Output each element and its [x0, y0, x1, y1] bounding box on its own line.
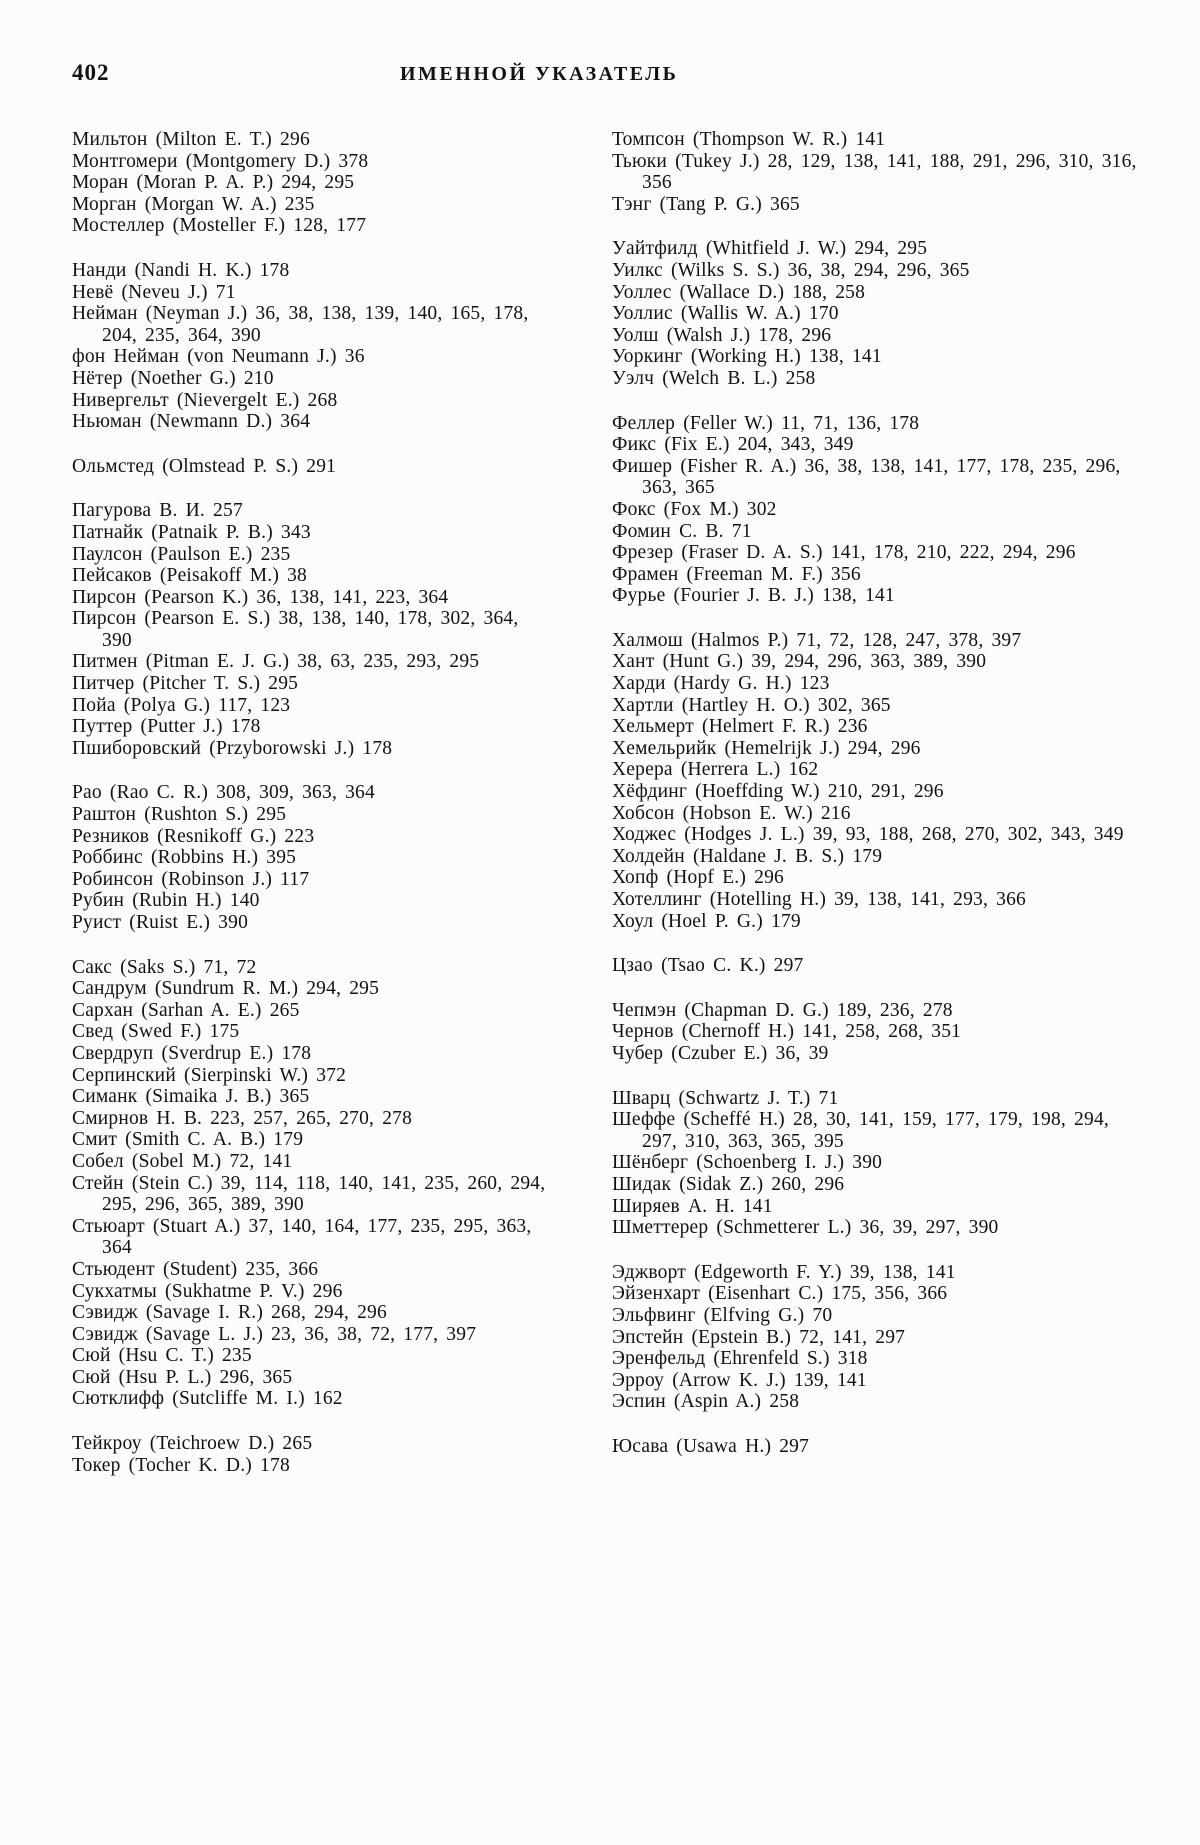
- index-entry: Стьюдент (Student) 235, 366: [72, 1258, 319, 1280]
- index-entry: Ходжес (Hodges J. L.) 39, 93, 188, 268, 270, 302, 343, 349: [612, 824, 1124, 846]
- index-entry: Эренфельд (Ehrenfeld S.) 318: [612, 1348, 868, 1370]
- index-entry: Тэнг (Tang P. G.) 365: [612, 193, 800, 215]
- index-entry: Хотеллинг (Hotelling H.) 39, 138, 141, 293, 366: [612, 889, 1026, 910]
- index-entry: Нётер (Noether G.) 210: [72, 367, 274, 389]
- index-group: [612, 1262, 1144, 1413]
- index-entry: Рубин (Rubin H.) 140: [72, 890, 260, 912]
- index-entry: Сандрум (Sundrum R. M.) 294, 295: [72, 978, 380, 1000]
- index-entry: Уолш (Walsh J.) 178, 296: [612, 324, 832, 346]
- index-entry: Пойа (Polya G.) 117, 123: [72, 694, 291, 716]
- index-entry: Пейсаков (Peisakoff M.) 38: [72, 565, 307, 587]
- index-entry: Фикс (Fix E.) 204, 343, 349: [612, 434, 854, 456]
- index-entry: Томпсон (Thompson W. R.) 141: [612, 129, 886, 150]
- index-entry: Питмен (Pitman E. J. G.) 38, 63, 235, 293, 295: [72, 651, 480, 673]
- index-group: [612, 413, 1144, 607]
- index-entry: Резников (Resnikoff G.) 223: [72, 825, 315, 847]
- index-entry: Шёнберг (Schoenberg I. J.) 390: [612, 1152, 883, 1174]
- index-entry: Фишер (Fisher R. A.) 36, 38, 138, 141, 177, 178, 235, 296, 363, 365: [612, 455, 1121, 499]
- index-entry: Робинсон (Robinson J.) 117: [72, 868, 310, 890]
- index-entry: Эрроу (Arrow K. J.) 139, 141: [612, 1369, 867, 1391]
- index-entry: Юсава (Usawa H.) 297: [612, 1435, 810, 1457]
- index-group: [72, 456, 550, 478]
- index-entry: Роббинс (Robbins H.) 395: [72, 847, 297, 869]
- index-group: [612, 1088, 1144, 1239]
- index-entry: Хант (Hunt G.) 39, 294, 296, 363, 389, 390: [612, 651, 987, 673]
- index-entry: Феллер (Feller W.) 11, 71, 136, 178: [612, 412, 920, 434]
- index-entry: Хопф (Hopf E.) 296: [612, 867, 784, 889]
- index-entry: Хемельрийк (Hemelrijk J.) 294, 296: [612, 737, 921, 759]
- index-entry: Уоллес (Wallace D.) 188, 258: [612, 281, 866, 303]
- index-entry: Уоллис (Wallis W. A.) 170: [612, 303, 839, 325]
- index-entry: Чепмэн (Chapman D. G.) 189, 236, 278: [612, 999, 953, 1021]
- index-entry: Пирсон (Pearson K.) 36, 138, 141, 223, 364: [72, 586, 449, 608]
- index-entry: Свед (Swed F.) 175: [72, 1021, 240, 1043]
- index-group: [72, 1433, 550, 1476]
- index-entry: Хёфдинг (Hoeffding W.) 210, 291, 296: [612, 781, 944, 803]
- index-entry: Шметтерер (Schmetterer L.) 36, 39, 297, 390: [612, 1217, 999, 1239]
- index-column-left: [72, 129, 550, 1499]
- index-entry: Сархан (Sarhan A. E.) 265: [72, 999, 300, 1021]
- index-entry: Ньюман (Newmann D.) 364: [72, 411, 311, 433]
- index-entry: Монтгомери (Montgomery D.) 378: [72, 150, 369, 172]
- index-entry: Морган (Morgan W. A.) 235: [72, 193, 315, 215]
- index-entry: Стейн (Stein C.) 39, 114, 118, 140, 141, 235, 260, 294, 295, 296, 365, 389, 390: [72, 1172, 546, 1216]
- index-entry: Пагурова В. И. 257: [72, 500, 243, 522]
- index-entry: Чернов (Chernoff H.) 141, 258, 268, 351: [612, 1021, 962, 1043]
- index-entry: Хартли (Hartley H. O.) 302, 365: [612, 694, 891, 716]
- index-group: [612, 630, 1144, 932]
- index-entry: Чубер (Czuber E.) 36, 39: [612, 1042, 829, 1064]
- index-entry: Сюй (Hsu P. L.) 296, 365: [72, 1366, 293, 1388]
- index-entry: Холдейн (Haldane J. B. S.) 179: [612, 845, 883, 867]
- index-group: [72, 957, 550, 1410]
- index-entry: Тьюки (Tukey J.) 28, 129, 138, 141, 188, 291, 296, 310, 316, 356: [612, 150, 1137, 194]
- index-entry: Питчер (Pitcher T. S.) 295: [72, 673, 299, 695]
- index-entry: Фурье (Fourier J. B. J.) 138, 141: [612, 585, 895, 607]
- index-entry: Фокс (Fox M.) 302: [612, 498, 777, 520]
- index-entry: Собел (Sobel M.) 72, 141: [72, 1150, 293, 1172]
- index-group: [612, 1436, 1144, 1458]
- index-entry: Шварц (Schwartz J. T.) 71: [612, 1087, 839, 1109]
- index-group: [612, 1000, 1144, 1065]
- index-entry: Паулсон (Paulson E.) 235: [72, 543, 291, 565]
- index-entry: Пшиборовский (Przyborowski J.) 178: [72, 737, 393, 759]
- page-title: ИМЕННОЙ УКАЗАТЕЛЬ: [400, 63, 679, 85]
- index-entry: Смирнов Н. В. 223, 257, 265, 270, 278: [72, 1107, 413, 1129]
- index-entry: Нивергельт (Nievergelt E.) 268: [72, 389, 338, 411]
- index-group: [612, 955, 1144, 977]
- index-entry: Стьюарт (Stuart A.) 37, 140, 164, 177, 235, 295, 363, 364: [72, 1215, 532, 1259]
- index-entry: Шидак (Sidak Z.) 260, 296: [612, 1173, 845, 1195]
- index-entry: Уайтфилд (Whitfield J. W.) 294, 295: [612, 238, 928, 260]
- index-entry: Сюй (Hsu C. T.) 235: [72, 1345, 252, 1367]
- index-entry: Эпстейн (Epstein B.) 72, 141, 297: [612, 1326, 906, 1348]
- index-entry: Харди (Hardy G. H.) 123: [612, 673, 830, 695]
- index-group: [72, 500, 550, 759]
- index-entry: Херера (Herrera L.) 162: [612, 759, 819, 781]
- index-entry: Эспин (Aspin A.) 258: [612, 1391, 800, 1413]
- index-entry: Тейкроу (Teichroew D.) 265: [72, 1433, 313, 1455]
- index-entry: Пирсон (Pearson E. S.) 38, 138, 140, 178, 302, 364, 390: [72, 608, 519, 651]
- index-entry: Симанк (Simaika J. B.) 365: [72, 1086, 310, 1108]
- index-entry: Сукхатмы (Sukhatme P. V.) 296: [72, 1280, 343, 1302]
- index-entry: Фрамен (Freeman M. F.) 356: [612, 563, 861, 585]
- index-entry: Хобсон (Hobson E. W.) 216: [612, 802, 851, 824]
- index-entry: Путтер (Putter J.) 178: [72, 716, 261, 738]
- index-entry: Сютклифф (Sutcliffe M. I.) 162: [72, 1388, 343, 1410]
- index-entry: Смит (Smith C. A. B.) 179: [72, 1129, 304, 1151]
- index-entry: Хоул (Hoel P. G.) 179: [612, 910, 801, 932]
- index-entry: Свердруп (Sverdrup E.) 178: [72, 1042, 312, 1064]
- index-entry: Сакс (Saks S.) 71, 72: [72, 956, 257, 978]
- index-entry: Сэвидж (Savage L. J.) 23, 36, 38, 72, 177, 397: [72, 1323, 477, 1345]
- index-entry: Ширяев А. Н. 141: [612, 1195, 773, 1217]
- index-entry: Руист (Ruist E.) 390: [72, 912, 249, 933]
- index-entry: Нанди (Nandi H. K.) 178: [72, 259, 290, 281]
- index-entry: Мостеллер (Mosteller F.) 128, 177: [72, 215, 367, 237]
- index-group: [72, 782, 550, 933]
- index-entry: Уилкс (Wilks S. S.) 36, 38, 294, 296, 365: [612, 259, 970, 281]
- index-column-right: [612, 129, 1144, 1480]
- index-entry: фон Нейман (von Neumann J.) 36: [72, 346, 365, 368]
- index-entry: Цзао (Tsao C. K.) 297: [612, 955, 804, 977]
- index-entry: Моран (Moran P. A. P.) 294, 295: [72, 172, 355, 194]
- index-entry: Раштон (Rushton S.) 295: [72, 804, 287, 826]
- index-entry: Серпинский (Sierpinski W.) 372: [72, 1064, 347, 1086]
- index-entry: Невё (Neveu J.) 71: [72, 281, 236, 303]
- index-entry: Патнайк (Patnaik P. B.) 343: [72, 521, 311, 543]
- index-entry: Эльфвинг (Elfving G.) 70: [612, 1304, 833, 1326]
- index-entry: Фрезер (Fraser D. A. S.) 141, 178, 210, 222, 294, 296: [612, 542, 1076, 564]
- index-entry: Мильтон (Milton E. T.) 296: [72, 129, 310, 150]
- index-entry: Халмош (Halmos P.) 71, 72, 128, 247, 378, 397: [612, 629, 1022, 651]
- index-entry: Нейман (Neyman J.) 36, 38, 138, 139, 140, 165, 178, 204, 235, 364, 390: [72, 303, 529, 346]
- page-number: 402: [72, 60, 110, 85]
- index-group: [72, 129, 550, 237]
- index-entry: Хельмерт (Helmert F. R.) 236: [612, 716, 868, 738]
- index-entry: Фомин С. В. 71: [612, 520, 752, 542]
- index-entry: Уоркинг (Working H.) 138, 141: [612, 346, 882, 368]
- index-entry: Ольмстед (Olmstead P. S.) 291: [72, 455, 337, 477]
- index-group: [72, 260, 550, 433]
- index-entry: Эджворт (Edgeworth F. Y.) 39, 138, 141: [612, 1261, 956, 1283]
- index-group: [612, 129, 1144, 215]
- index-entry: Сэвидж (Savage I. R.) 268, 294, 296: [72, 1302, 387, 1324]
- index-entry: Эйзенхарт (Eisenhart C.) 175, 356, 366: [612, 1283, 948, 1305]
- index-entry: Уэлч (Welch B. L.) 258: [612, 367, 816, 389]
- index-entry: Токер (Tocher K. D.) 178: [72, 1454, 290, 1476]
- index-group: [612, 238, 1144, 389]
- index-entry: Шеффе (Scheffé H.) 28, 30, 141, 159, 177, 179, 198, 294, 297, 310, 363, 365, 395: [612, 1109, 1109, 1152]
- index-entry: Рао (Rao C. R.) 308, 309, 363, 364: [72, 782, 375, 804]
